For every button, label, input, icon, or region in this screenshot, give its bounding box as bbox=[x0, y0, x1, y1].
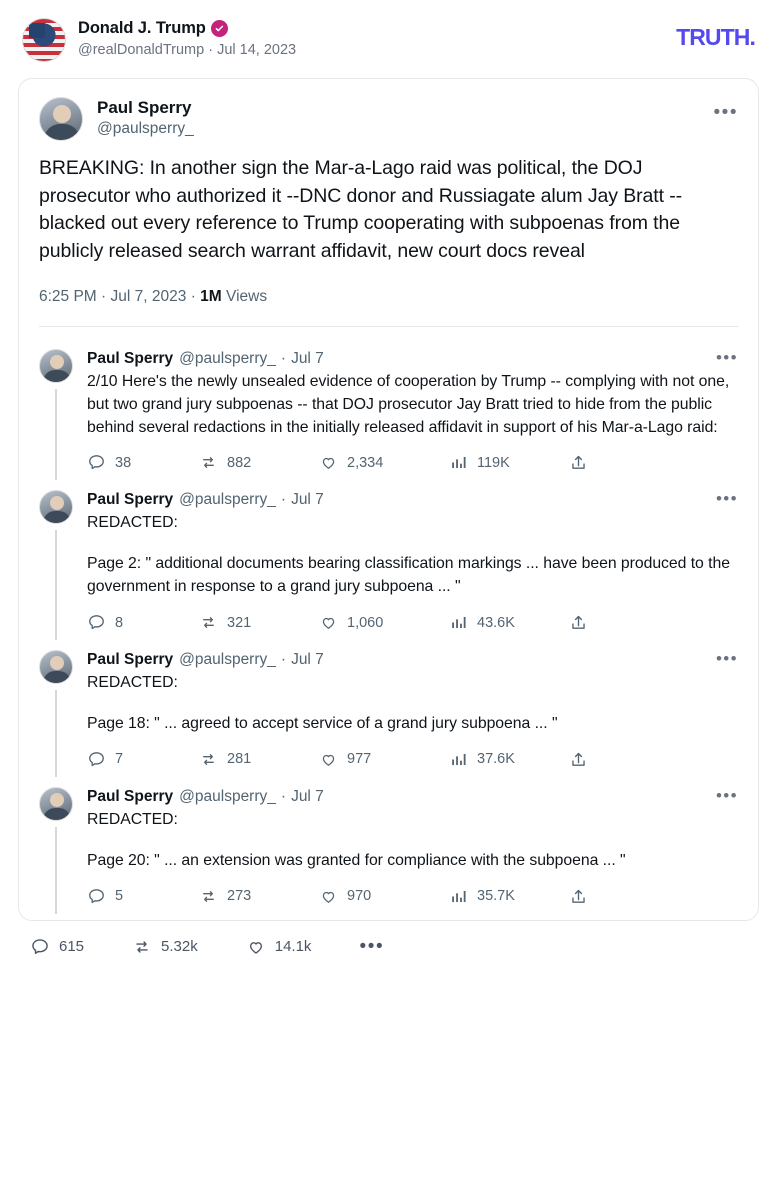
views-action[interactable] bbox=[449, 887, 569, 906]
more-options-icon[interactable]: ••• bbox=[715, 489, 738, 509]
reply-separator: · bbox=[280, 491, 287, 509]
reply-text: REDACTED: bbox=[87, 674, 178, 692]
views-bars-icon bbox=[449, 750, 468, 769]
thread-connector-line bbox=[55, 530, 57, 640]
retweet-icon bbox=[132, 937, 152, 957]
reply-action-bar bbox=[87, 750, 738, 769]
thread-connector-line bbox=[55, 690, 57, 777]
reply-header bbox=[87, 650, 738, 669]
reply-count: 7 bbox=[115, 751, 124, 768]
like-action[interactable] bbox=[319, 750, 449, 769]
reply-quoted-excerpt: Page 2: " additional documents bearing classification markings ... have been produced to the government in response to a grand jury subpoena ... " bbox=[87, 555, 730, 596]
views-action[interactable] bbox=[449, 750, 569, 769]
reply-action-bar bbox=[87, 453, 738, 472]
reply-body bbox=[87, 490, 738, 640]
reply-action[interactable] bbox=[87, 453, 199, 472]
retweet-count: 321 bbox=[227, 614, 252, 631]
retweet-action[interactable] bbox=[199, 453, 319, 472]
quoted-tweet-meta bbox=[39, 288, 738, 306]
avatar[interactable] bbox=[39, 97, 83, 141]
views-bars-icon bbox=[449, 613, 468, 632]
author-handle: @realDonaldTrump bbox=[78, 41, 205, 58]
post-header bbox=[0, 0, 777, 72]
retweet-count: 281 bbox=[227, 751, 252, 768]
share-action[interactable] bbox=[569, 613, 588, 632]
quoted-tweet-text: BREAKING: In another sign the Mar-a-Lago raid was political, the DOJ prosecutor who authorized it --DNC donor and Russiagate alum Jay Bratt --blacked out every reference to Trump cooperating with subpoenas from the publicly released search warrant affidavit, new court docs reveal bbox=[39, 157, 682, 263]
views-count: 119K bbox=[477, 454, 510, 471]
reply-handle: @paulsperry_ bbox=[179, 651, 276, 669]
share-upload-icon bbox=[569, 453, 588, 472]
reply-icon bbox=[30, 937, 50, 957]
reply-display-name: Paul Sperry bbox=[87, 349, 174, 367]
reply-display-name: Paul Sperry bbox=[87, 491, 174, 509]
more-options-icon[interactable]: ••• bbox=[713, 102, 738, 123]
share-action[interactable] bbox=[569, 887, 588, 906]
thread-replies bbox=[19, 327, 758, 920]
header-separator: · bbox=[208, 41, 214, 58]
reply-handle: @paulsperry_ bbox=[179, 491, 276, 509]
like-count: 14.1k bbox=[274, 938, 312, 956]
like-action[interactable] bbox=[246, 937, 312, 957]
reply-header bbox=[87, 490, 738, 509]
reply-body bbox=[87, 787, 738, 914]
comment-action[interactable] bbox=[30, 937, 84, 957]
thread-connector-line bbox=[55, 389, 57, 481]
views-count: 37.6K bbox=[477, 751, 515, 768]
thread-connector-line bbox=[55, 827, 57, 914]
reply-header bbox=[87, 349, 738, 368]
share-upload-icon bbox=[569, 750, 588, 769]
views-bars-icon bbox=[449, 453, 468, 472]
avatar[interactable] bbox=[39, 490, 73, 524]
reply-action[interactable] bbox=[87, 613, 199, 632]
reply-display-name: Paul Sperry bbox=[87, 651, 174, 669]
verified-badge-icon bbox=[211, 20, 228, 37]
views-bars-icon bbox=[449, 887, 468, 906]
reply-date: Jul 7 bbox=[291, 651, 324, 669]
reply-count: 5 bbox=[115, 888, 124, 905]
avatar[interactable] bbox=[39, 787, 73, 821]
thread-avatar-column bbox=[39, 349, 73, 481]
share-upload-icon bbox=[569, 887, 588, 906]
reply-date: Jul 7 bbox=[291, 349, 324, 367]
like-action[interactable] bbox=[319, 887, 449, 906]
reply-action[interactable] bbox=[87, 750, 199, 769]
avatar[interactable] bbox=[39, 349, 73, 383]
reply-text: 2/10 Here's the newly unsealed evidence of cooperation by Trump -- complying with not one, but two grand jury subpoenas -- that DOJ prosecutor Jay Bratt tried to hide from the public behind several redactions in the initially released affidavit in support of his Mar-a-Lago raid: bbox=[87, 372, 730, 436]
author-handle-line bbox=[78, 41, 296, 59]
like-count: 1,060 bbox=[347, 614, 384, 631]
share-action[interactable] bbox=[569, 453, 588, 472]
post-date: Jul 14, 2023 bbox=[217, 41, 297, 58]
reply-text: REDACTED: bbox=[87, 514, 178, 532]
share-upload-icon bbox=[569, 613, 588, 632]
author-identity bbox=[78, 18, 296, 59]
reply-count: 38 bbox=[115, 454, 132, 471]
thread-avatar-column bbox=[39, 787, 73, 914]
list-item bbox=[39, 339, 738, 481]
reply-text: REDACTED: bbox=[87, 810, 178, 828]
thread-avatar-column bbox=[39, 490, 73, 640]
quoted-tweet-date: Jul 7, 2023 bbox=[110, 287, 187, 305]
like-action[interactable] bbox=[319, 453, 449, 472]
retweet-action[interactable] bbox=[199, 887, 319, 906]
embedded-tweet-card bbox=[18, 78, 759, 921]
reply-body bbox=[87, 349, 738, 481]
retweet-action[interactable] bbox=[199, 750, 319, 769]
like-heart-icon bbox=[319, 750, 338, 769]
author-display-name: Donald J. Trump bbox=[78, 19, 206, 37]
share-action[interactable] bbox=[569, 750, 588, 769]
quoted-author-handle: @paulsperry_ bbox=[97, 120, 194, 138]
views-count: 43.6K bbox=[477, 614, 515, 631]
quoted-tweet-header bbox=[39, 97, 738, 141]
like-heart-icon bbox=[319, 887, 338, 906]
like-count: 970 bbox=[347, 888, 372, 905]
retweet-icon bbox=[199, 887, 218, 906]
quoted-author-display-name: Paul Sperry bbox=[97, 98, 192, 117]
reply-handle: @paulsperry_ bbox=[179, 349, 276, 367]
views-count: 1M bbox=[200, 287, 222, 305]
reply-date: Jul 7 bbox=[291, 787, 324, 805]
quoted-tweet-time: 6:25 PM bbox=[39, 287, 97, 305]
retweet-count: 882 bbox=[227, 454, 252, 471]
more-options-icon[interactable]: ••• bbox=[359, 936, 385, 958]
reply-date: Jul 7 bbox=[291, 491, 324, 509]
reply-quoted-excerpt: Page 20: " ... an extension was granted for compliance with the subpoena ... " bbox=[87, 851, 626, 869]
retweet-icon bbox=[199, 750, 218, 769]
quoted-author-identity bbox=[97, 97, 194, 138]
like-heart-icon bbox=[319, 453, 338, 472]
meta-dot-2: · bbox=[190, 287, 196, 305]
reply-action-bar bbox=[87, 887, 738, 906]
thread-avatar-column bbox=[39, 650, 73, 777]
repost-action[interactable] bbox=[132, 937, 198, 957]
like-heart-icon bbox=[246, 937, 266, 957]
comment-count: 615 bbox=[59, 938, 85, 956]
list-item bbox=[39, 777, 738, 914]
retweet-icon bbox=[199, 453, 218, 472]
reply-icon bbox=[87, 750, 106, 769]
views-label: Views bbox=[226, 287, 268, 305]
views-count: 35.7K bbox=[477, 888, 515, 905]
repost-count: 5.32k bbox=[161, 938, 198, 956]
more-options-icon[interactable]: ••• bbox=[715, 785, 738, 805]
truth-social-logo: TRUTH. bbox=[676, 24, 755, 50]
reply-handle: @paulsperry_ bbox=[179, 787, 276, 805]
list-item bbox=[39, 480, 738, 640]
reply-action[interactable] bbox=[87, 887, 199, 906]
quoted-tweet bbox=[19, 79, 758, 326]
like-count: 2,334 bbox=[347, 454, 384, 471]
like-count: 977 bbox=[347, 751, 372, 768]
meta-dot-1: · bbox=[101, 287, 107, 305]
reply-header bbox=[87, 787, 738, 806]
avatar[interactable] bbox=[39, 650, 73, 684]
reply-quoted-excerpt: Page 18: " ... agreed to accept service of a grand jury subpoena ... " bbox=[87, 714, 558, 732]
reply-separator: · bbox=[280, 349, 287, 367]
like-heart-icon bbox=[319, 613, 338, 632]
avatar[interactable] bbox=[22, 18, 66, 62]
like-action[interactable] bbox=[319, 613, 449, 632]
retweet-icon bbox=[199, 613, 218, 632]
reply-icon bbox=[87, 613, 106, 632]
reply-separator: · bbox=[280, 651, 287, 669]
retweet-count: 273 bbox=[227, 888, 252, 905]
reply-separator: · bbox=[280, 787, 287, 805]
post-engagement-bar bbox=[0, 921, 777, 975]
more-options-icon[interactable]: ••• bbox=[715, 649, 738, 669]
list-item bbox=[39, 640, 738, 777]
reply-icon bbox=[87, 887, 106, 906]
reply-display-name: Paul Sperry bbox=[87, 787, 174, 805]
views-action[interactable] bbox=[449, 453, 569, 472]
views-action[interactable] bbox=[449, 613, 569, 632]
reply-body bbox=[87, 650, 738, 777]
reply-icon bbox=[87, 453, 106, 472]
more-options-icon[interactable]: ••• bbox=[715, 347, 738, 367]
reply-count: 8 bbox=[115, 614, 124, 631]
retweet-action[interactable] bbox=[199, 613, 319, 632]
reply-action-bar bbox=[87, 613, 738, 632]
